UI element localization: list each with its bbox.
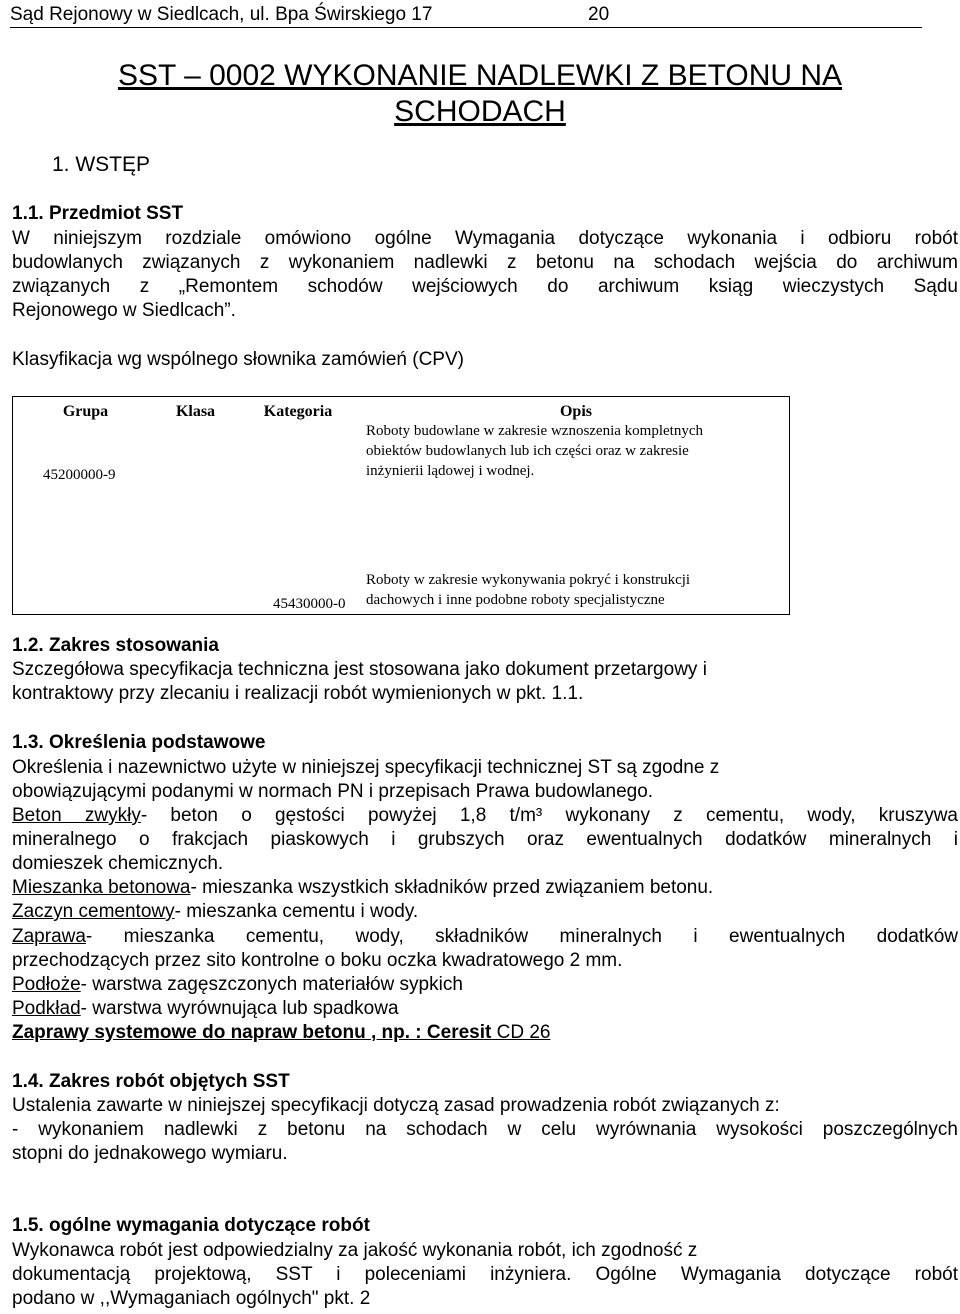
header-page-number: 20 xyxy=(588,4,610,25)
section-1-1-line: budowlanych związanych z wykonaniem nadlewki z betonu na schodach wejścia do archiwum xyxy=(12,252,958,273)
document-title xyxy=(0,58,960,130)
section-1-3-heading: 1.3. Określenia podstawowe xyxy=(12,732,266,753)
def-zaczyn: Zaczyn cementowy- mieszanka cementu i wody. xyxy=(12,901,419,922)
def-zaprawa-line2: przechodzących przez sito kontrolne o boku oczka kwadratowego 2 mm. xyxy=(12,950,623,971)
section-1-1-line: Rejonowego w Siedlcach”. xyxy=(12,300,236,321)
def-term: Podkład xyxy=(12,998,81,1019)
cpv-table xyxy=(12,396,790,615)
section-1-3-intro-line: Określenia i nazewnictwo użyte w niniejszej specyfikacji technicznej ST są zgodne z xyxy=(12,757,720,778)
def-term: Podłoże xyxy=(12,974,81,995)
cpv-desc-cell xyxy=(363,570,790,615)
def-term: Beton zwykły xyxy=(12,805,141,826)
def-podklad: Podkład- warstwa wyrównująca lub spadkowa xyxy=(12,998,399,1019)
cpv-desc-line: Roboty budowlane w zakresie wznoszenia kompletnych xyxy=(366,423,703,439)
def-zaprawa: Zaprawa- mieszanka cementu, wody, składników mineralnych i ewentualnych dodatków xyxy=(12,926,958,947)
cpv-group-code: 45200000-9 xyxy=(43,467,116,483)
cpv-class-code: 45430000-0 xyxy=(273,596,346,612)
section-1-4-line: - wykonaniem nadlewki z betonu na schodach w celu wyrównania wysokości poszczególnych xyxy=(12,1119,958,1140)
def-mieszanka: Mieszanka betonowa- mieszanka wszystkich składników przed związaniem betonu. xyxy=(12,877,714,898)
cpv-intro: Klasyfikacja wg wspólnego słownika zamówień (CPV) xyxy=(12,349,464,370)
section-1-1-heading: 1.1. Przedmiot SST xyxy=(12,203,184,224)
section-1-4-line: Ustalenia zawarte w niniejszej specyfikacji dotyczą zasad prowadzenia robót związanych z: xyxy=(12,1095,780,1116)
cpv-header-category: Kategoria xyxy=(263,403,333,420)
def-beton-line3: domieszek chemicznych. xyxy=(12,853,224,874)
cpv-header-group: Grupa xyxy=(62,403,109,420)
section-1-2-heading: 1.2. Zakres stosowania xyxy=(12,635,219,656)
cpv-desc-line: dachowych i inne podobne roboty specjalistyczne xyxy=(366,592,665,608)
def-beton: Beton zwykły- beton o gęstości powyżej 1,8 t/m³ wykonany z cementu, wody, kruszywa xyxy=(12,805,958,826)
section-1-5-line: podano w ,,Wymaganiach ogólnych" pkt. 2 xyxy=(12,1288,371,1309)
document-title-line1: SST – 0002 WYKONANIE NADLEWKI Z BETONU NA xyxy=(117,59,843,92)
section-1-heading: 1. WSTĘP xyxy=(52,153,151,176)
cpv-desc-cell xyxy=(363,421,790,570)
cpv-desc-line: inżynierii lądowej i wodnej. xyxy=(366,463,535,479)
def-term: Zaczyn cementowy xyxy=(12,901,175,922)
section-1-1-line: W niniejszym rozdziale omówiono ogólne Wymagania dotyczące wykonania i odbioru robót xyxy=(12,228,958,249)
def-zaprawy-systemowe: Zaprawy systemowe do napraw betonu , np. : Ceresit CD 26 xyxy=(12,1022,551,1043)
section-1-2-line: kontraktowy przy zlecaniu i realizacji robót wymienionych w pkt. 1.1. xyxy=(12,683,584,704)
section-1-5-line: Wykonawca robót jest odpowiedzialny za jakość wykonania robót, ich zgodność z xyxy=(12,1240,698,1261)
def-term: Zaprawa xyxy=(12,926,86,947)
document-title-line2: SCHODACH xyxy=(394,95,566,128)
section-1-5-heading: 1.5. ogólne wymagania dotyczące robót xyxy=(12,1215,370,1236)
cpv-header-class: Klasa xyxy=(175,403,216,420)
cpv-desc-line: Roboty w zakresie wykonywania pokryć i konstrukcji xyxy=(366,572,691,588)
table-row xyxy=(13,570,790,615)
section-1-4-heading: 1.4. Zakres robót objętych SST xyxy=(12,1071,290,1092)
def-podloze: Podłoże- warstwa zagęszczonych materiałów sypkich xyxy=(12,974,463,995)
cpv-desc-line: obiektów budowlanych lub ich części oraz w zakresie xyxy=(366,443,689,459)
cpv-header-row xyxy=(13,397,790,422)
section-1-4-line: stopni do jednakowego wymiaru. xyxy=(12,1143,288,1164)
section-1-3-intro-line: obowiązującymi podanymi w normach PN i przepisach Prawa budowlanego. xyxy=(12,781,654,802)
def-term: Mieszanka betonowa xyxy=(12,877,191,898)
def-beton-line2: mineralnego o frakcjach piaskowych i grubszych oraz ewentualnych dodatków mineralnych i xyxy=(12,829,958,850)
section-1-2-line: Szczegółowa specyfikacja techniczna jest stosowana jako dokument przetargowy i xyxy=(12,659,707,680)
cpv-header-desc: Opis xyxy=(559,403,592,420)
header-court-address: Sąd Rejonowy w Siedlcach, ul. Bpa Świrskiego 17 xyxy=(10,4,433,25)
page-header xyxy=(10,4,922,28)
table-row xyxy=(13,421,790,570)
section-1-1-line: związanych z „Remontem schodów wejściowych do archiwum ksiąg wieczystych Sądu xyxy=(12,276,958,297)
section-1-5-line: dokumentacją projektową, SST i poleceniami inżyniera. Ogólne Wymagania dotyczące robót xyxy=(12,1264,958,1285)
